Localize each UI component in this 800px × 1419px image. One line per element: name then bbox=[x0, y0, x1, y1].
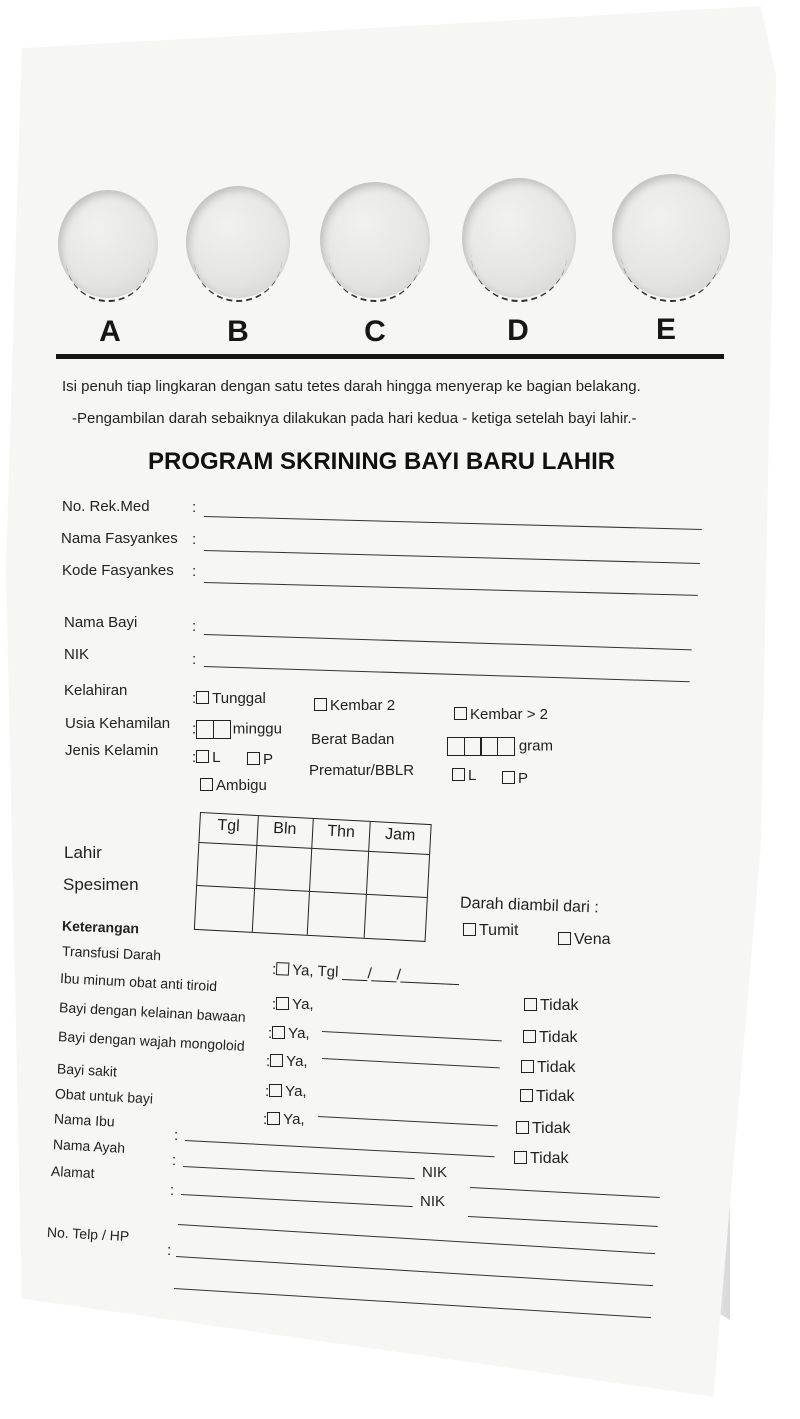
label-obat-tiroid: Ibu minum obat anti tiroid bbox=[59, 969, 218, 995]
checkbox-tiroid-ya[interactable] bbox=[276, 997, 289, 1010]
label-nama-bayi: Nama Bayi bbox=[64, 614, 138, 631]
label-bayi-sakit: Bayi sakit bbox=[56, 1060, 118, 1080]
label-usia-kehamilan: Usia Kehamilan bbox=[65, 715, 171, 732]
label-kode-fasyankes: Kode Fasyankes bbox=[62, 562, 174, 579]
option-mongoloid-tidak[interactable]: Tidak bbox=[521, 1059, 576, 1077]
option-kelainan-tidak[interactable]: Tidak bbox=[523, 1029, 578, 1047]
checkbox-kelainan-ya[interactable] bbox=[272, 1026, 285, 1039]
checkbox-kembar-2[interactable] bbox=[314, 698, 327, 711]
option-transfusi-ya[interactable]: : Ya, Tgl ___/___/_______ bbox=[271, 960, 460, 987]
checkbox-tiroid-tidak[interactable] bbox=[524, 998, 537, 1011]
label-nama-ibu: Nama Ibu bbox=[53, 1110, 116, 1130]
blood-spot-circle-b bbox=[186, 186, 290, 298]
cell-spesimen-jam[interactable] bbox=[365, 895, 427, 941]
checkbox-jk-p[interactable] bbox=[247, 752, 260, 765]
option-kembar-lebih-2[interactable]: Kembar > 2 bbox=[454, 706, 548, 723]
checkbox-prematur-l[interactable] bbox=[452, 768, 465, 781]
blood-spot-circle-e bbox=[612, 174, 730, 298]
checkbox-mongoloid-tidak[interactable] bbox=[521, 1060, 534, 1073]
option-nama-ibu-tidak[interactable]: Tidak bbox=[514, 1150, 569, 1168]
cell-spesimen-bln[interactable] bbox=[252, 889, 309, 935]
divider-rule bbox=[56, 354, 724, 359]
checkbox-obat-bayi-tidak[interactable] bbox=[516, 1121, 529, 1134]
circle-label-c: C bbox=[364, 315, 386, 348]
option-sakit-ya[interactable]: : Ya, bbox=[265, 1083, 307, 1100]
circle-label-d: D bbox=[507, 314, 529, 347]
label-nik-bayi: NIK bbox=[64, 646, 90, 663]
option-tumit[interactable]: Tumit bbox=[463, 922, 518, 940]
checkbox-jk-l[interactable] bbox=[196, 750, 209, 763]
option-obat-bayi-tidak[interactable]: Tidak bbox=[516, 1120, 571, 1138]
checkbox-obat-bayi-ya[interactable] bbox=[267, 1112, 280, 1125]
label-no-rek-med: No. Rek.Med bbox=[62, 498, 150, 515]
cell-lahir-bln[interactable] bbox=[255, 846, 312, 892]
label-prematur: Prematur/BBLR bbox=[309, 762, 415, 779]
label-mongoloid: Bayi dengan wajah mongoloid bbox=[57, 1028, 246, 1054]
label-nik-ibu: NIK bbox=[422, 1164, 448, 1181]
label-jenis-kelamin: Jenis Kelamin bbox=[65, 742, 159, 759]
label-berat-badan: Berat Badan bbox=[311, 731, 395, 748]
checkbox-ambigu[interactable] bbox=[200, 778, 213, 791]
keterangan-heading: Keterangan bbox=[61, 917, 140, 937]
option-mongoloid-ya[interactable]: : Ya, bbox=[266, 1053, 308, 1070]
circle-label-b: B bbox=[227, 315, 249, 348]
option-prematur-p[interactable]: P bbox=[502, 770, 528, 787]
checkbox-sakit-ya[interactable] bbox=[269, 1084, 282, 1097]
form-title: PROGRAM SKRINING BAYI BARU LAHIR bbox=[148, 448, 616, 475]
option-sakit-tidak[interactable]: Tidak bbox=[520, 1088, 575, 1106]
date-time-table bbox=[194, 812, 432, 942]
label-kelahiran: Kelahiran bbox=[64, 682, 128, 699]
label-no-telp: No. Telp / HP bbox=[46, 1223, 130, 1245]
label-spesimen: Spesimen bbox=[63, 875, 139, 894]
checkbox-tunggal[interactable] bbox=[196, 691, 209, 704]
checkbox-transfusi-ya[interactable] bbox=[276, 962, 290, 976]
checkbox-mongoloid-ya[interactable] bbox=[270, 1054, 283, 1067]
header-thn: Thn bbox=[312, 819, 371, 852]
cell-lahir-tgl[interactable] bbox=[197, 843, 257, 889]
label-darah-diambil: Darah diambil dari : bbox=[459, 894, 600, 917]
option-tunggal[interactable]: : Tunggal bbox=[192, 690, 266, 707]
option-kelainan-ya[interactable]: : Ya, bbox=[268, 1025, 310, 1042]
blood-spot-circle-a bbox=[58, 190, 158, 298]
label-nama-ayah: Nama Ayah bbox=[52, 1136, 126, 1156]
option-obat-bayi-ya[interactable]: : Ya, bbox=[263, 1111, 305, 1128]
cell-spesimen-thn[interactable] bbox=[307, 892, 367, 938]
header-jam: Jam bbox=[369, 822, 430, 855]
circle-label-e: E bbox=[655, 313, 676, 346]
cell-lahir-jam[interactable] bbox=[367, 852, 429, 898]
cell-lahir-thn[interactable] bbox=[310, 849, 370, 895]
option-kembar-2[interactable]: Kembar 2 bbox=[314, 697, 395, 714]
option-tiroid-tidak[interactable]: Tidak bbox=[524, 997, 579, 1015]
checkbox-prematur-p[interactable] bbox=[502, 771, 515, 784]
checkbox-sakit-tidak[interactable] bbox=[520, 1089, 533, 1102]
instruction-line-2: -Pengambilan darah sebaiknya dilakukan pada hari kedua - ketiga setelah bayi lahir.- bbox=[72, 410, 637, 427]
cell-spesimen-tgl[interactable] bbox=[195, 886, 255, 932]
berat-badan-input[interactable]: gram bbox=[447, 737, 553, 756]
label-obat-bayi: Obat untuk bayi bbox=[54, 1085, 154, 1107]
checkbox-tumit[interactable] bbox=[463, 923, 476, 936]
checkbox-vena[interactable] bbox=[558, 932, 571, 945]
option-ambigu[interactable]: Ambigu bbox=[200, 777, 267, 794]
circle-label-a: A bbox=[99, 315, 121, 348]
option-prematur-l[interactable]: L bbox=[452, 767, 476, 784]
option-jk-l[interactable]: : L bbox=[192, 749, 221, 766]
label-nik-ayah: NIK bbox=[420, 1193, 446, 1210]
option-jk-p[interactable]: P bbox=[247, 751, 273, 768]
header-tgl: Tgl bbox=[199, 813, 258, 846]
option-vena[interactable]: Vena bbox=[558, 931, 610, 949]
option-tiroid-ya[interactable]: : Ya, bbox=[272, 996, 314, 1013]
header-bln: Bln bbox=[257, 816, 314, 849]
checkbox-kembar-lebih-2[interactable] bbox=[454, 707, 467, 720]
blood-spot-circle-c bbox=[320, 182, 430, 298]
checkbox-kelainan-tidak[interactable] bbox=[523, 1030, 536, 1043]
label-transfusi: Transfusi Darah bbox=[61, 942, 162, 964]
instruction-line-1: Isi penuh tiap lingkaran dengan satu tetes darah hingga menyerap ke bagian belakang. bbox=[62, 378, 641, 395]
label-kelainan: Bayi dengan kelainan bawaan bbox=[58, 999, 247, 1025]
blood-spot-circle-d bbox=[462, 178, 576, 298]
usia-kehamilan-input[interactable]: : minggu bbox=[192, 720, 282, 738]
label-lahir: Lahir bbox=[64, 843, 102, 862]
checkbox-nama-ibu-tidak[interactable] bbox=[514, 1151, 527, 1164]
label-nama-fasyankes: Nama Fasyankes bbox=[61, 530, 178, 547]
label-alamat: Alamat bbox=[50, 1162, 95, 1182]
